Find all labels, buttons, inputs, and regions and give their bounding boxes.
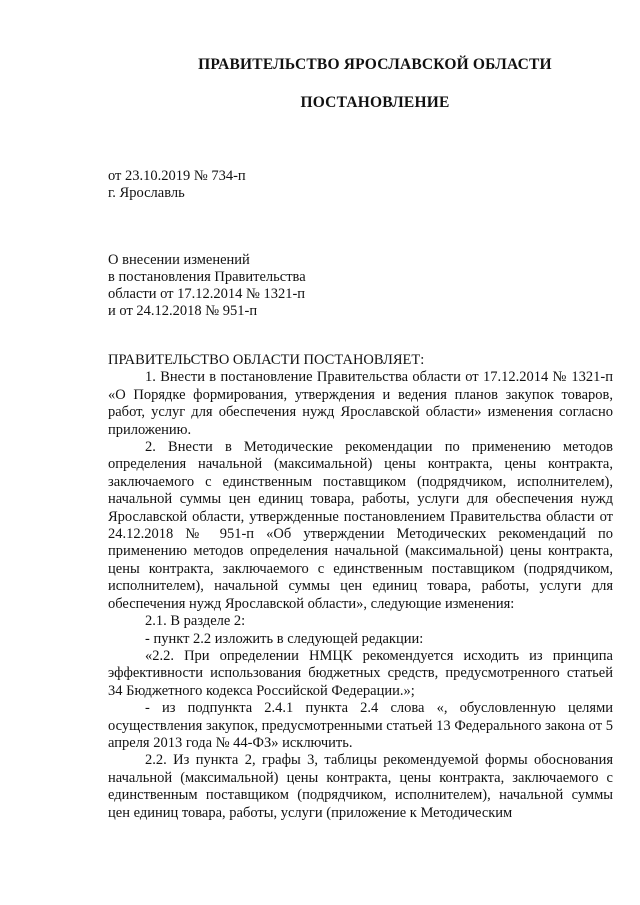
paragraph-quote: «2.2. При определении НМЦК рекомендуется исходить из принципа эффективности использования бюджетных средств, предусмотренного статьей 34 Бюджетного кодекса Российской Федерации.»; [108, 647, 613, 699]
decree-statement: ПРАВИТЕЛЬСТВО ОБЛАСТИ ПОСТАНОВЛЯЕТ: [108, 352, 425, 368]
document-subject [108, 252, 306, 320]
paragraph-2-1: 2.1. В разделе 2: [145, 613, 246, 630]
date-number: от 23.10.2019 № 734-п [108, 168, 246, 184]
paragraph-1: 1. Внести в постановление Правительства области от 17.12.2014 № 1321-п «О Порядке формирования, утверждения и ведения планов закупок товаров, работ, услуг для обеспечения нужд Ярославской области» изменения согласно приложению. [108, 369, 613, 438]
document-type-title: ПОСТАНОВЛЕНИЕ [300, 94, 450, 111]
paragraph-bullet-2: - из подпункта 2.4.1 пункта 2.4 слова «, обусловленную целями осуществления закупок, предусмотренными статьей 13 Федерального закона от 5 апреля 2013 года № 44-ФЗ» исключить. [108, 700, 613, 751]
paragraph-2: 2. Внести в Методические рекомендации по применению методов определения начальной (максимальной) цены контракта, цены контракта, заключаемого с единственным поставщиком (подрядчиком, исполнителем), начальной суммы цен единиц товара, работы, услуги для обеспечения нужд Ярославской области, утвержденные постановлением Правительства области от 24.12.2018 № 951-п «Об утверждении Методических рекомендаций по применению методов определения начальной (максимальной) цены контракта, цены контракта, заключаемого с единственным поставщиком (подрядчиком, исполнителем), начальной суммы цен единиц товара, работы, услуги для обеспечения нужд Ярославской области», следующие изменения: [108, 439, 613, 612]
city: г. Ярославль [108, 185, 185, 201]
document-meta [108, 168, 246, 202]
paragraph-bullet-1: - пункт 2.2 изложить в следующей редакции: [145, 630, 424, 647]
organization-title: ПРАВИТЕЛЬСТВО ЯРОСЛАВСКОЙ ОБЛАСТИ [198, 56, 552, 73]
subject-line: в постановления Правительства [108, 269, 306, 285]
paragraph-2-2: 2.2. Из пункта 2, графы 3, таблицы рекомендуемой формы обоснования начальной (максимальной) цены контракта, цены контракта, заключаемого с единственным поставщиком (подрядчиком, исполнителем), начальной суммы цен единиц товара, работы, услуги (приложение к Методическим [108, 752, 613, 821]
document-body [108, 352, 613, 822]
subject-line: области от 17.12.2014 № 1321-п [108, 286, 306, 302]
subject-line: и от 24.12.2018 № 951-п [108, 303, 258, 319]
subject-line: О внесении изменений [108, 252, 250, 268]
